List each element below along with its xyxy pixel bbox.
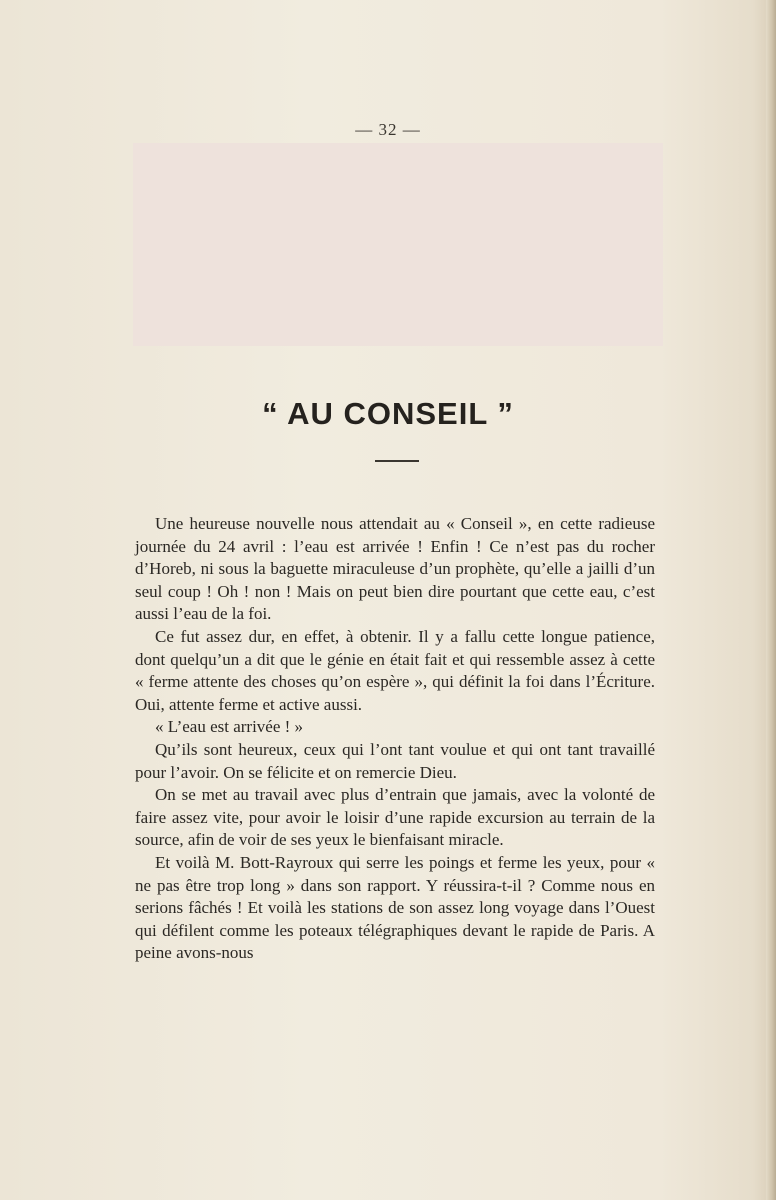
chapter-title: “ AU CONSEIL ” — [262, 396, 514, 431]
paragraph: Ce fut assez dur, en effet, à obtenir. Il y a fallu cette longue patience, dont quelqu’un a dit que le génie en était fait et qui ressemble assez à cette « ferme attente des choses qu’on espère », qui définit la foi dans l’Écriture. Oui, attente ferme et active aussi. — [135, 626, 655, 714]
body-text — [135, 513, 655, 965]
title-divider — [375, 460, 419, 462]
page-edge — [766, 0, 776, 1200]
redacted-image-area — [133, 143, 663, 346]
paragraph: Qu’ils sont heureux, ceux qui l’ont tant voulue et qui ont tant travaillé pour l’avoir. On se félicite et on remercie Dieu. — [135, 739, 655, 782]
page-number: — 32 — — [355, 120, 421, 139]
paragraph: On se met au travail avec plus d’entrain que jamais, avec la volonté de faire assez vite, pour avoir le loisir d’une rapide excursion au terrain de la source, afin de voir de ses yeux le bienfaisant miracle. — [135, 785, 655, 850]
paragraph: Une heureuse nouvelle nous attendait au « Conseil », en cette radieuse journée du 24 avril : l’eau est arrivée ! Enfin ! Ce n’est pas du rocher d’Horeb, ni sous la baguette miraculeuse d’un prophète, qu’elle a jailli d’un seul coup ! Oh ! non ! Mais on peut bien dire pourtant que cette eau, c’est aussi l’eau de la foi. — [135, 514, 655, 624]
paragraph: « L’eau est arrivée ! » — [155, 717, 304, 737]
paragraph: Et voilà M. Bott-Rayroux qui serre les poings et ferme les yeux, pour « ne pas être trop long » dans son rapport. Y réussira-t-il ? Comme nous en serions fâchés ! Et voilà les stations de son assez long voyage dans l’Ouest qui défilent comme les poteaux télégraphiques devant le rapide de Paris. A peine avons-nous — [135, 852, 655, 963]
